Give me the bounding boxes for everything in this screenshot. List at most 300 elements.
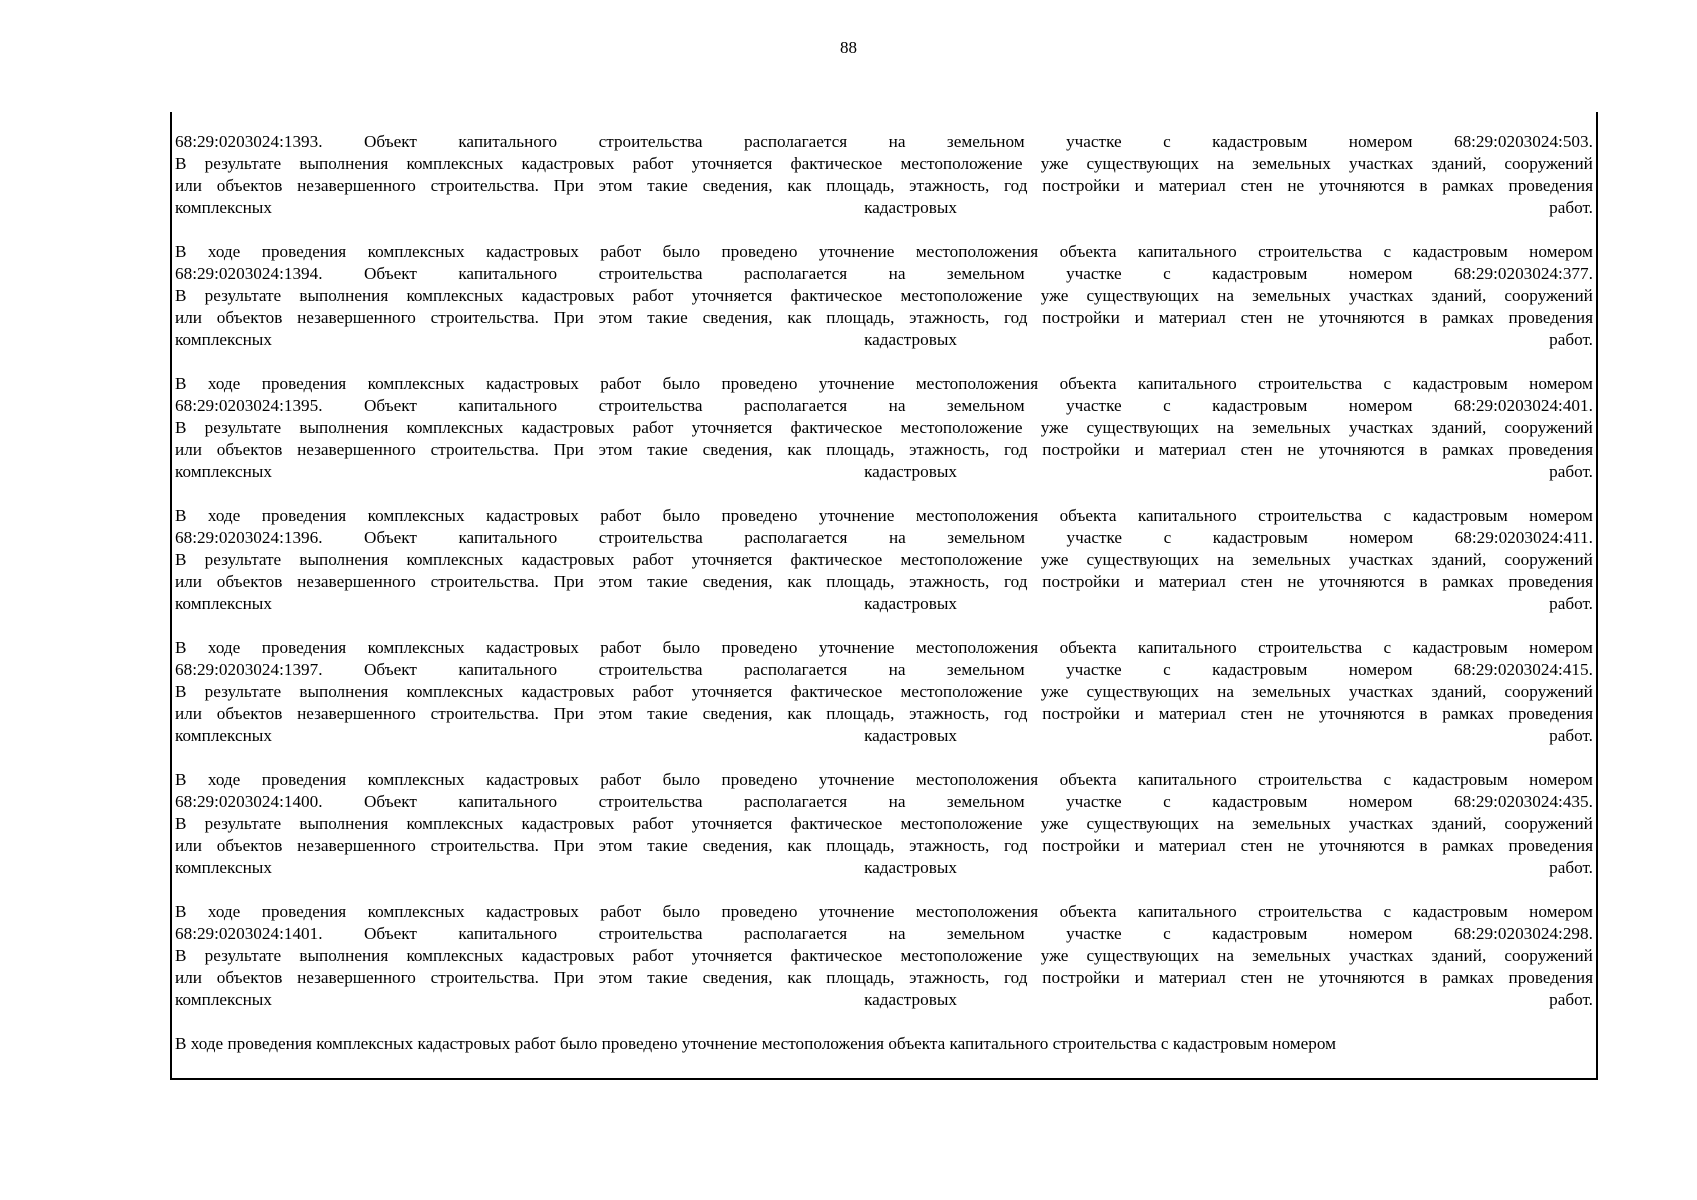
word: участках — [1349, 154, 1414, 173]
text-line — [175, 329, 1593, 351]
word: существующих — [1086, 550, 1199, 569]
word: строительства — [1258, 374, 1363, 393]
word: располагается — [744, 264, 848, 283]
word: 68:29:0203024:401. — [1453, 396, 1593, 415]
word: как — [787, 836, 812, 855]
word: строительства. — [430, 968, 539, 987]
word: участке — [1066, 528, 1123, 547]
word: уточняется — [691, 418, 773, 437]
word: уже — [1040, 418, 1069, 437]
word: кадастровых — [521, 550, 615, 569]
word: и — [1134, 572, 1144, 591]
word: такие — [647, 572, 688, 591]
word: участке — [1066, 792, 1122, 811]
text-line — [175, 571, 1593, 593]
word: местоположение — [900, 154, 1023, 173]
word: В — [175, 902, 187, 921]
word: уже — [1040, 682, 1069, 701]
word: этом — [598, 572, 633, 591]
word: как — [787, 176, 812, 195]
word: незавершенного — [297, 308, 416, 327]
word: сооружений — [1504, 418, 1593, 437]
word: как — [787, 308, 812, 327]
word: объекта — [1059, 902, 1117, 921]
text-line — [175, 285, 1593, 307]
word: рамках — [1442, 836, 1494, 855]
word: сооружений — [1504, 154, 1593, 173]
text-line — [175, 791, 1593, 813]
word: 68:29:0203024:377. — [1453, 264, 1593, 283]
word: с — [1163, 264, 1171, 283]
word: кадастровых — [864, 462, 957, 481]
word: работ — [632, 946, 674, 965]
word: строительства. — [430, 572, 539, 591]
word: проведения — [261, 902, 347, 921]
word: кадастровым — [1172, 1034, 1268, 1053]
word: фактическое — [790, 154, 883, 173]
word: стен — [1240, 572, 1273, 591]
word: материал — [1158, 440, 1226, 459]
word: такие — [647, 704, 688, 723]
word: строительства. — [430, 440, 539, 459]
text-line — [175, 263, 1593, 285]
word: уточняется — [691, 682, 773, 701]
word: комплексных — [175, 198, 272, 217]
word: располагается — [744, 660, 848, 679]
word: не — [1287, 176, 1305, 195]
word: местоположение — [900, 286, 1023, 305]
word: стен — [1240, 836, 1273, 855]
word: площадь, — [826, 308, 895, 327]
text-line — [175, 659, 1593, 681]
word: комплексных — [367, 902, 465, 921]
word: строительства — [598, 132, 703, 151]
final-line — [175, 1033, 1593, 1055]
word: уточнение — [818, 638, 895, 657]
word: номером — [1348, 396, 1413, 415]
word: с — [1160, 1034, 1169, 1053]
word: земельном — [946, 792, 1025, 811]
word: кадастровых — [485, 242, 579, 261]
document-frame — [170, 112, 1598, 1080]
word: проведено — [721, 374, 798, 393]
word: выполнения — [299, 946, 389, 965]
word: постройки — [1042, 572, 1120, 591]
word: земельном — [946, 264, 1025, 283]
word: сооружений — [1504, 682, 1593, 701]
word: кадастровых — [521, 682, 615, 701]
word: кадастровым — [1212, 132, 1308, 151]
text-line — [175, 175, 1593, 197]
word: как — [787, 704, 812, 723]
word: номером — [1348, 264, 1413, 283]
word: местоположения — [915, 242, 1039, 261]
word: в — [1419, 572, 1428, 591]
word: на — [888, 528, 906, 547]
text-line — [175, 417, 1593, 439]
word: было — [662, 770, 701, 789]
word: кадастровых — [485, 506, 579, 525]
word: В — [175, 770, 187, 789]
word: кадастровых — [485, 770, 579, 789]
word: на — [1217, 682, 1234, 701]
word: или — [175, 176, 202, 195]
word: 68:29:0203024:1395. — [175, 396, 323, 415]
word: кадастровым — [1212, 264, 1308, 283]
word: уже — [1040, 550, 1069, 569]
word: проведения — [227, 1034, 312, 1053]
paragraph — [175, 241, 1593, 351]
word: постройки — [1042, 704, 1120, 723]
word: на — [888, 396, 906, 415]
word: земельных — [1252, 286, 1331, 305]
word: проведения — [261, 770, 347, 789]
word: год — [1004, 968, 1028, 987]
word: комплексных — [367, 506, 465, 525]
word: участке — [1066, 132, 1122, 151]
word: При — [553, 308, 584, 327]
word: результате — [204, 682, 282, 701]
word: и — [1134, 440, 1144, 459]
word: уже — [1040, 154, 1069, 173]
word: сведения, — [702, 704, 773, 723]
word: уже — [1040, 814, 1069, 833]
word: работ — [632, 550, 674, 569]
word: год — [1004, 440, 1028, 459]
word: кадастровых — [521, 154, 615, 173]
word: кадастровым — [1412, 374, 1508, 393]
word: работ — [600, 638, 642, 657]
word: площадь, — [826, 440, 895, 459]
word: объектов — [216, 176, 283, 195]
word: с — [1163, 792, 1171, 811]
word: рамках — [1442, 572, 1494, 591]
word: кадастровых — [521, 286, 615, 305]
word: на — [888, 132, 906, 151]
word: выполнения — [299, 550, 389, 569]
word: или — [175, 836, 202, 855]
word: В — [175, 814, 187, 833]
word: объектов — [216, 968, 283, 987]
word: кадастровых — [864, 330, 957, 349]
word: В — [175, 506, 187, 525]
word: работ — [514, 1034, 556, 1053]
word: уже — [1040, 946, 1069, 965]
word: работ — [632, 154, 674, 173]
word: зданий, — [1431, 286, 1487, 305]
word: В — [175, 286, 187, 305]
word: номером — [1349, 528, 1414, 547]
word: на — [888, 264, 906, 283]
word: такие — [647, 440, 688, 459]
word: участках — [1349, 814, 1414, 833]
word: этажность, — [909, 968, 990, 987]
paragraph — [175, 131, 1593, 219]
word: ходе — [207, 374, 241, 393]
text-line — [175, 395, 1593, 417]
text-line — [175, 241, 1593, 263]
word: работ — [600, 374, 642, 393]
word: комплексных — [406, 682, 504, 701]
word: ходе — [207, 638, 241, 657]
word: этажность, — [909, 176, 990, 195]
word: кадастровых — [521, 814, 615, 833]
word: 68:29:0203024:1396. — [175, 528, 323, 547]
word: капитального — [1137, 374, 1237, 393]
word: При — [553, 704, 584, 723]
word: выполнения — [299, 154, 389, 173]
word: При — [553, 836, 584, 855]
word: уточнение — [681, 1034, 758, 1053]
text-line — [175, 505, 1593, 527]
word: не — [1287, 968, 1305, 987]
word: ходе — [207, 506, 241, 525]
word: номером — [1272, 1034, 1336, 1053]
word: незавершенного — [297, 968, 416, 987]
word: комплексных — [406, 814, 504, 833]
word: номером — [1529, 902, 1593, 921]
word: В — [175, 154, 187, 173]
word: 68:29:0203024:415. — [1453, 660, 1593, 679]
word: и — [1134, 968, 1144, 987]
word: 68:29:0203024:1397. — [175, 660, 323, 679]
word: комплексных — [367, 638, 465, 657]
word: кадастровых — [864, 198, 957, 217]
word: с — [1163, 396, 1171, 415]
text-line — [175, 527, 1593, 549]
word: комплексных — [175, 726, 272, 745]
word: местоположение — [900, 418, 1023, 437]
word: комплексных — [175, 594, 272, 613]
word: год — [1004, 836, 1028, 855]
word: этом — [598, 440, 633, 459]
word: рамках — [1442, 176, 1494, 195]
text-line — [175, 835, 1593, 857]
word: земельных — [1252, 946, 1331, 965]
text-line — [175, 681, 1593, 703]
word: уточняются — [1318, 308, 1405, 327]
word: этом — [598, 176, 633, 195]
word: земельном — [947, 528, 1025, 547]
word: 68:29:0203024:435. — [1453, 792, 1593, 811]
word: результате — [204, 550, 282, 569]
word: строительства — [1258, 242, 1363, 261]
word: площадь, — [826, 572, 895, 591]
word: фактическое — [790, 682, 883, 701]
word: ходе — [190, 1034, 224, 1053]
word: располагается — [744, 792, 848, 811]
word: кадастровым — [1212, 792, 1308, 811]
word: кадастровым — [1412, 242, 1508, 261]
word: на — [1217, 286, 1234, 305]
word: незавершенного — [297, 704, 416, 723]
word: проведения — [261, 638, 347, 657]
word: номером — [1348, 924, 1413, 943]
word: существующих — [1086, 286, 1199, 305]
word: располагается — [744, 396, 848, 415]
word: местоположение — [900, 682, 1023, 701]
word: земельном — [946, 132, 1025, 151]
paragraph — [175, 373, 1593, 483]
text-line — [175, 945, 1593, 967]
word: 68:29:0203024:1393. — [175, 132, 323, 151]
word: зданий, — [1431, 814, 1487, 833]
word: уточняется — [691, 550, 773, 569]
word: объектов — [216, 440, 283, 459]
word: В — [175, 638, 187, 657]
word: кадастровым — [1412, 506, 1508, 525]
text-line — [175, 923, 1593, 945]
word: или — [175, 572, 202, 591]
word: комплексных — [175, 858, 272, 877]
word: располагается — [744, 132, 848, 151]
word: номером — [1529, 770, 1593, 789]
word: Объект — [363, 132, 417, 151]
word: зданий, — [1431, 946, 1487, 965]
word: капитального — [458, 792, 558, 811]
word: местоположения — [915, 374, 1039, 393]
word: местоположения — [915, 638, 1039, 657]
word: кадастровых — [521, 946, 615, 965]
word: проведено — [721, 770, 798, 789]
word: сооружений — [1504, 946, 1593, 965]
word: материал — [1158, 176, 1226, 195]
word: незавершенного — [297, 440, 416, 459]
word: на — [1217, 946, 1234, 965]
word: работ. — [1549, 330, 1593, 349]
word: на — [1217, 550, 1234, 569]
word: участке — [1066, 660, 1122, 679]
word: Объект — [363, 792, 417, 811]
word: капитального — [949, 1034, 1049, 1053]
word: При — [553, 176, 584, 195]
word: комплексных — [406, 154, 504, 173]
word: комплексных — [367, 770, 465, 789]
word: сведения, — [702, 968, 773, 987]
word: строительства. — [430, 176, 539, 195]
word: не — [1287, 836, 1305, 855]
word: постройки — [1042, 836, 1120, 855]
text-line — [175, 153, 1593, 175]
word: сооружений — [1504, 814, 1593, 833]
word: зданий, — [1431, 550, 1487, 569]
word: фактическое — [790, 550, 883, 569]
word: постройки — [1042, 176, 1120, 195]
word: Объект — [363, 660, 417, 679]
word: незавершенного — [297, 836, 416, 855]
paragraph — [175, 637, 1593, 747]
paragraph — [175, 505, 1593, 615]
word: уточняются — [1318, 704, 1405, 723]
text-line — [175, 549, 1593, 571]
text-line — [175, 989, 1593, 1011]
word: участках — [1349, 550, 1414, 569]
word: сведения, — [702, 308, 773, 327]
word: 68:29:0203024:1394. — [175, 264, 323, 283]
word: проведения — [261, 242, 347, 261]
word: стен — [1240, 968, 1273, 987]
word: на — [888, 660, 906, 679]
word: В — [175, 946, 187, 965]
word: на — [1217, 418, 1234, 437]
word: сведения, — [702, 176, 773, 195]
word: 68:29:0203024:411. — [1454, 528, 1593, 547]
word: было — [662, 638, 701, 657]
word: уточнение — [818, 374, 895, 393]
word: рамках — [1442, 704, 1494, 723]
word: земельном — [946, 660, 1025, 679]
word: номером — [1348, 132, 1413, 151]
word: результате — [204, 154, 282, 173]
text-line — [175, 439, 1593, 461]
word: год — [1004, 308, 1028, 327]
word: на — [888, 792, 906, 811]
word: кадастровых — [417, 1034, 511, 1053]
word: с — [1383, 506, 1392, 525]
word: местоположение — [900, 946, 1023, 965]
word: участке — [1066, 924, 1122, 943]
word: капитального — [458, 132, 558, 151]
word: кадастровым — [1412, 770, 1508, 789]
word: с — [1383, 770, 1392, 789]
word: уточнение — [818, 242, 895, 261]
word: этажность, — [909, 572, 990, 591]
word: местоположение — [900, 814, 1023, 833]
word: кадастровых — [521, 418, 615, 437]
word: и — [1134, 308, 1144, 327]
word: проведения — [1508, 308, 1593, 327]
word: кадастровых — [864, 858, 957, 877]
word: проведения — [1508, 440, 1593, 459]
word: комплексных — [406, 418, 504, 437]
word: объекта — [1059, 770, 1117, 789]
word: уточняется — [691, 154, 773, 173]
word: комплексных — [406, 286, 504, 305]
word: не — [1287, 440, 1305, 459]
word: капитального — [458, 924, 558, 943]
word: материал — [1158, 704, 1226, 723]
word: местоположения — [915, 770, 1039, 789]
word: капитального — [1137, 902, 1237, 921]
word: такие — [647, 968, 688, 987]
word: фактическое — [790, 418, 883, 437]
word: уточняются — [1318, 968, 1405, 987]
final-paragraph — [175, 1033, 1593, 1055]
word: работ — [632, 814, 674, 833]
word: 68:29:0203024:298. — [1453, 924, 1593, 943]
word: В — [175, 242, 187, 261]
word: существующих — [1086, 682, 1199, 701]
word: капитального — [458, 264, 558, 283]
word: номером — [1529, 506, 1593, 525]
word: рамках — [1442, 308, 1494, 327]
word: этом — [598, 308, 633, 327]
word: сведения, — [702, 440, 773, 459]
word: в — [1419, 836, 1428, 855]
word: площадь, — [826, 836, 895, 855]
word: этажность, — [909, 308, 990, 327]
word: существующих — [1086, 154, 1199, 173]
word: капитального — [458, 528, 558, 547]
word: работ — [600, 770, 642, 789]
word: объектов — [216, 308, 283, 327]
word: работ — [632, 286, 674, 305]
word: земельных — [1252, 550, 1331, 569]
word: работ — [600, 242, 642, 261]
word: комплексных — [316, 1034, 414, 1053]
word: на — [1217, 814, 1234, 833]
word: работ. — [1549, 858, 1593, 877]
